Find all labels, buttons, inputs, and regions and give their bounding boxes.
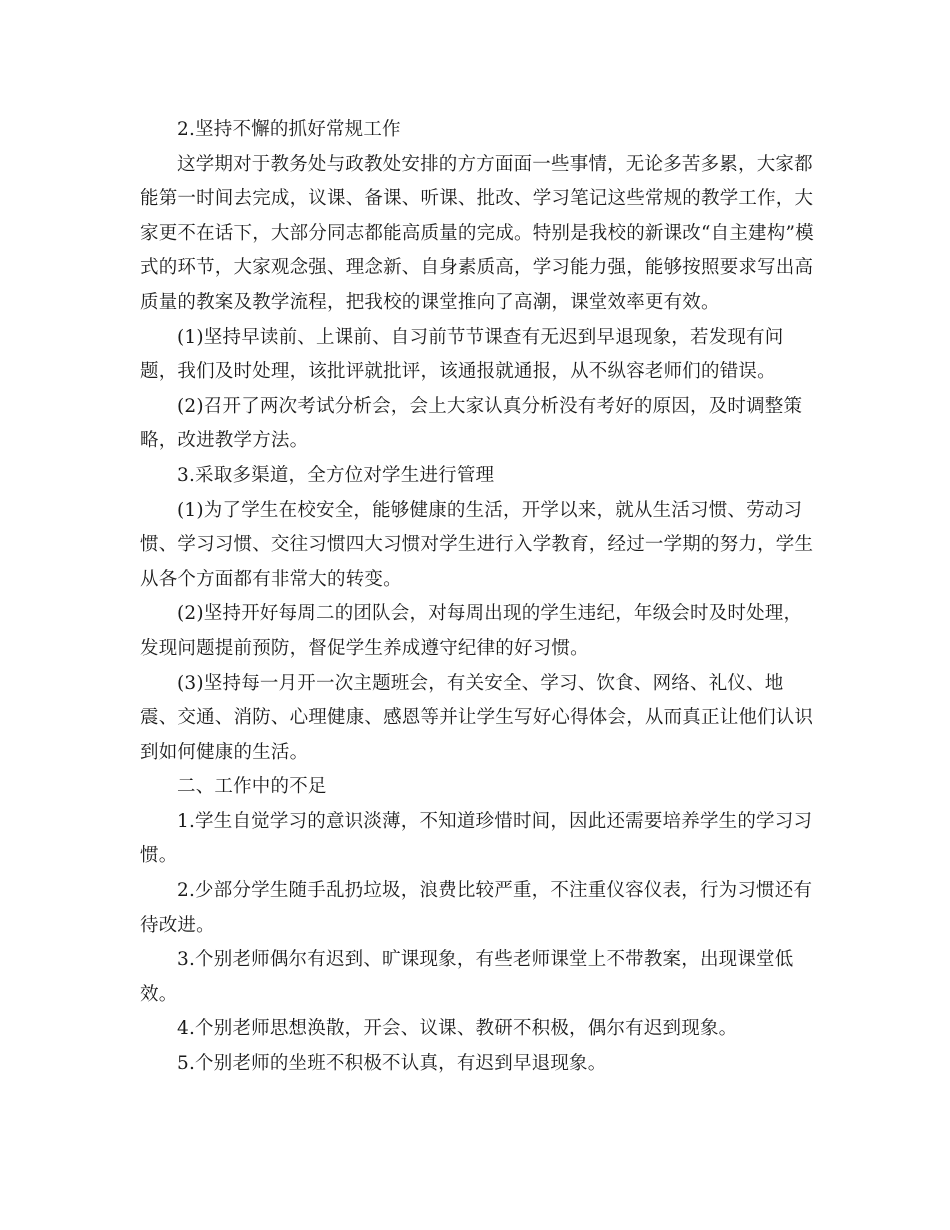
- section-heading-student-management: 3.采取多渠道，全方位对学生进行管理: [177, 464, 495, 486]
- paragraph-shortcoming-2: 2.少部分学生随手乱扔垃圾，浪费比较严重，不注重仪容仪表，行为习惯还有待改进。: [140, 880, 813, 936]
- document-body: [140, 113, 820, 1082]
- paragraph-item-habits-education: (1)为了学生在校安全，能够健康的生活，开学以来，就从生活习惯、劳动习惯、学习习惯、交往习惯四大习惯对学生进行入学教育，经过一学期的努力，学生从各个方面都有非常大的转变。: [140, 499, 814, 590]
- paragraph-item-attendance-check: (1)坚持早读前、上课前、自习前节节课查有无迟到早退现象，若发现有问题，我们及时处理，该批评就批评，该通报就通报，从不纵容老师们的错误。: [140, 326, 784, 383]
- paragraph-item-exam-analysis: (2)召开了两次考试分析会，会上大家认真分析没有考好的原因，及时调整策略，改进教学方法。: [140, 395, 803, 452]
- paragraph-routine-work-summary: 这学期对于教务处与政教处安排的方方面面一些事情，无论多苦多累，大家都能第一时间去完成，议课、备课、听课、批改、学习笔记这些常规的教学工作，大家更不在话下，大部分同志都能高质量的完成。特别是我校的新课改“自主建构”模式的环节，大家观念强、理念新、自身素质高，学习能力强，能够按照要求写出高质量的教案及教学流程，把我校的课堂推向了高潮，课堂效率更有效。: [140, 153, 814, 313]
- section-heading-routine-work: 2.坚持不懈的抓好常规工作: [177, 119, 401, 140]
- paragraph-item-theme-class-meeting: (3)坚持每一月开一次主题班会，有关安全、学习、饮食、网络、礼仪、地震、交通、消防、心理健康、感恩等并让学生写好心得体会，从而真正让他们认识到如何健康的生活。: [140, 672, 814, 763]
- paragraph-shortcoming-4: 4.个别老师思想涣散，开会、议课、教研不积极，偶尔有迟到现象。: [177, 1018, 738, 1040]
- paragraph-item-team-meeting: (2)坚持开好每周二的团队会，对每周出现的学生违纪，年级会时及时处理，发现问题提前预防，督促学生养成遵守纪律的好习惯。: [140, 603, 803, 659]
- paragraph-shortcoming-3: 3.个别老师偶尔有迟到、旷课现象，有些老师课堂上不带教案，出现课堂低效。: [140, 949, 794, 1005]
- paragraph-shortcoming-5: 5.个别老师的坐班不积极不认真，有迟到早退现象。: [177, 1053, 607, 1075]
- section-heading-shortcomings: 二、工作中的不足: [177, 776, 327, 798]
- paragraph-shortcoming-1: 1.学生自觉学习的意识淡薄，不知道珍惜时间，因此还需要培养学生的学习习惯。: [140, 810, 813, 867]
